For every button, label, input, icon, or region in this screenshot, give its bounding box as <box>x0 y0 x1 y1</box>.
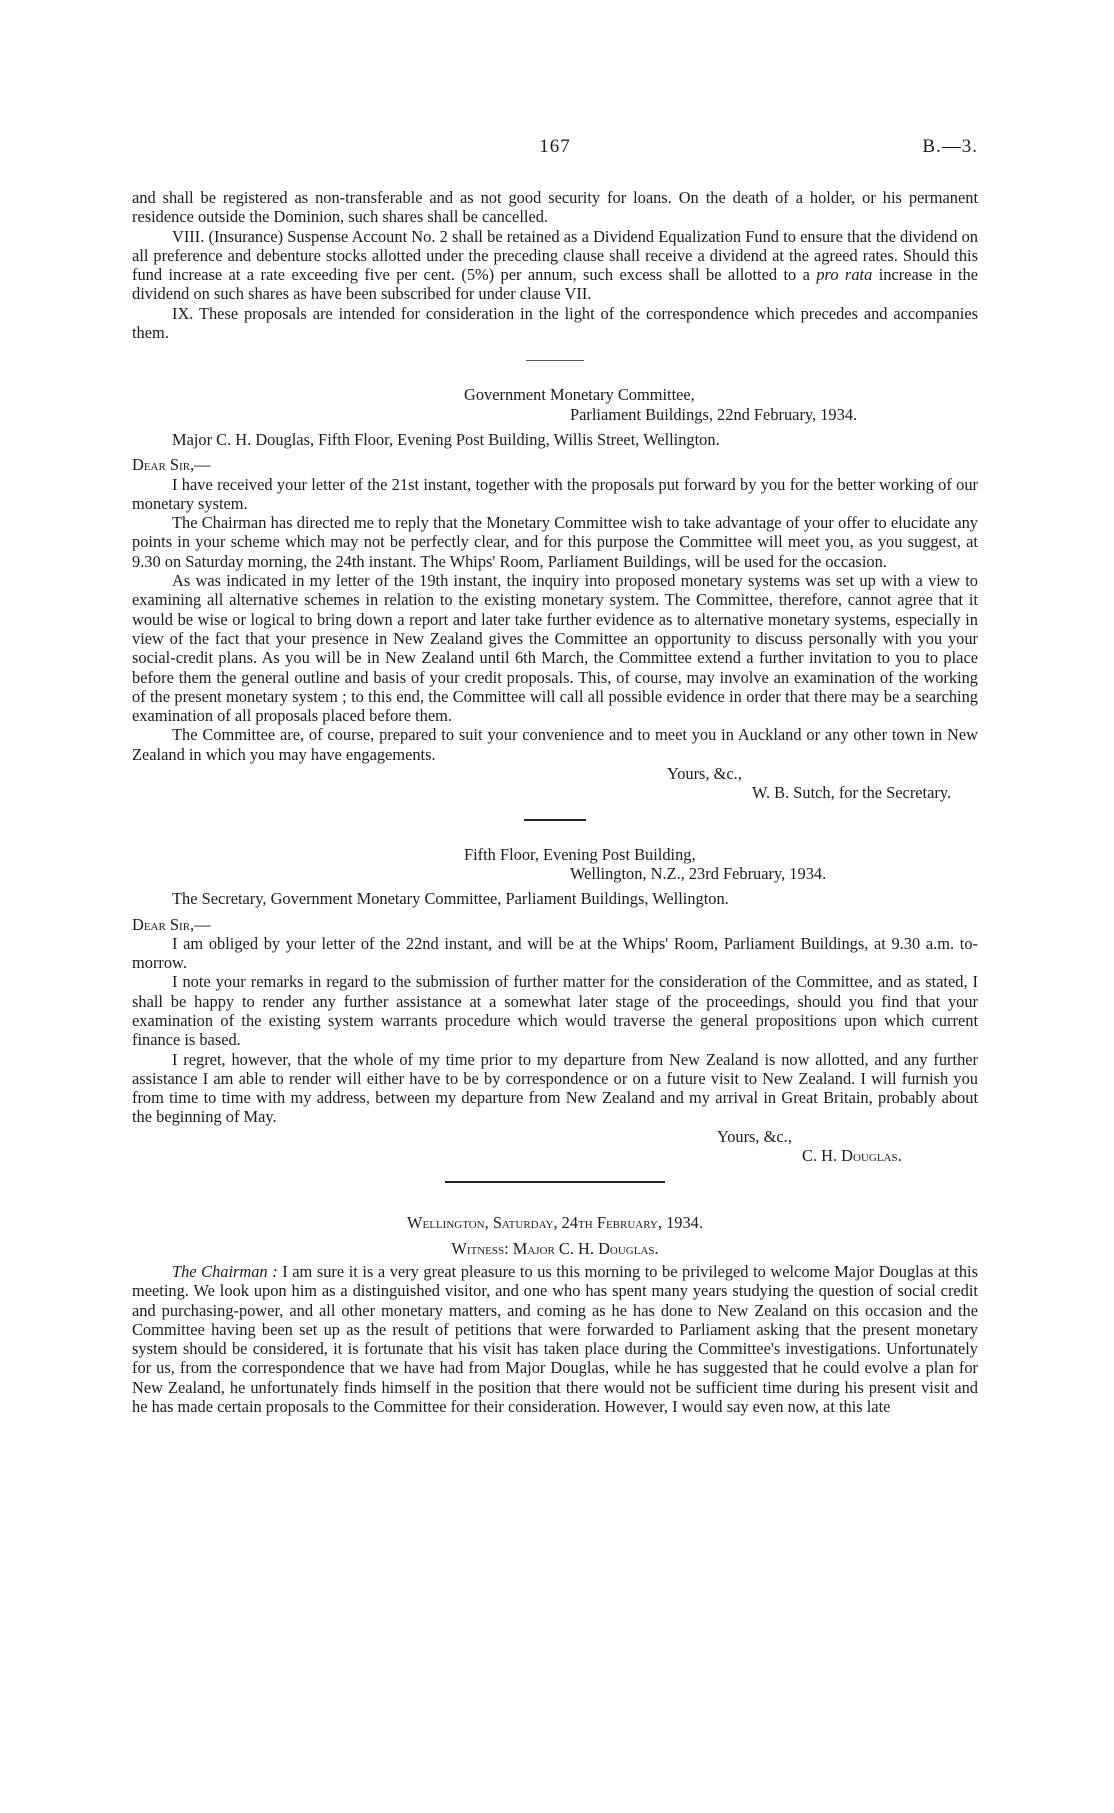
letter1-paragraph: The Chairman has directed me to reply that the Monetary Committee wish to take advantage of your offer to elucidate any points in your scheme which may not be perfectly clear, and for this purpose the Committee will meet you, as you suggest, at 9.30 on Saturday morning, the 24th instant. The Whips' Room, Parliament Buildings, will be used for the occasion. <box>132 513 978 571</box>
letter1-sender-line1: Government Monetary Committee, <box>464 385 695 405</box>
letter2-paragraph: I am obliged by your letter of the 22nd instant, and will be at the Whips' Room, Parliament Buildings, at 9.30 a.m. to-morrow. <box>132 933 978 973</box>
session-title: Wellington, Saturday, 24th February, 1934. <box>407 1213 703 1233</box>
section-divider <box>526 360 584 361</box>
letter2-paragraph: I regret, however, that the whole of my time prior to my departure from New Zealand is now allotted, and any further assistance I am able to render will either have to be by correspondence or on a future visit to New Zealand. I will furnish you from time to time with my address, between my departure from New Zealand and my arrival in Great Britain, probably about the beginning of May. <box>132 1049 978 1127</box>
letter2-sender-line2: Wellington, N.Z., 23rd February, 1934. <box>570 863 827 883</box>
letter2-salutation: Dear Sir,— <box>132 914 211 934</box>
section-divider <box>445 1181 665 1183</box>
letter-douglas-to-committee <box>132 845 978 1166</box>
page-header <box>132 136 978 162</box>
letter2-closing: Yours, &c., <box>717 1126 792 1146</box>
letter2-addressee: The Secretary, Government Monetary Committee, Parliament Buildings, Wellington. <box>172 889 729 909</box>
letter1-sender-line2: Parliament Buildings, 22nd February, 1934. <box>570 404 858 424</box>
letter1-paragraph: I have received your letter of the 21st instant, together with the proposals put forward by you for the better working of our monetary system. <box>132 474 978 513</box>
witness-line: Witness: Major C. H. Douglas. <box>451 1238 659 1258</box>
letter1-salutation: Dear Sir,— <box>132 455 211 475</box>
page-content <box>132 188 978 1416</box>
clause-viii-italic: pro rata <box>816 265 873 285</box>
letter1-paragraph: As was indicated in my letter of the 19th instant, the inquiry into proposed monetary systems was set up with a view to examining all alternative schemes in relation to the existing monetary system. The Committee, therefore, cannot agree that it would be wise or logical to bring down a report and later take further evidence as to alternative monetary systems, especially in view of the fact that your presence in New Zealand gives the Committee an opportunity to discuss personally with you your social-credit plans. As you will be in New Zealand until 6th March, the Committee extend a further invitation to you to place before them the general outline and basis of your credit proposals. This, of course, may involve an examination of the working of the present monetary system ; to this end, the Committee will call all possible evidence in order that there may be a searching examination of all proposals placed before them. <box>132 571 978 726</box>
letter1-addressee: Major C. H. Douglas, Fifth Floor, Evening Post Building, Willis Street, Wellington. <box>172 429 720 449</box>
session-record <box>132 1213 978 1416</box>
letter1-closing: Yours, &c., <box>667 764 742 784</box>
continued-paragraph: and shall be registered as non-transferable and as not good security for loans. On the death of a holder, or his permanent residence outside the Dominion, such shares shall be cancelled. <box>132 188 978 227</box>
speaker-label: The Chairman : <box>172 1261 278 1281</box>
clause-ix: IX. These proposals are intended for consideration in the light of the correspondence which precedes and accompanies them. <box>132 303 978 343</box>
letter1-signature: W. B. Sutch, for the Secretary. <box>752 783 952 803</box>
letter2-sender-line1: Fifth Floor, Evening Post Building, <box>464 844 696 864</box>
speech-text: I am sure it is a very great pleasure to us this morning to be privileged to welcome Major Douglas at this meeting. We look upon him as a distinguished visitor, and one who has spent many years studying the question of social credit and purchasing-power, and all other monetary matters, and coming as he has done to New Zealand on this occasion and the Committee having been set up as the result of petitions that were forwarded to Parliament asking that the present monetary system should be considered, it is fortunate that his visit has taken place during the Committee's investigations. Unfortunately for us, from the correspondence that we have had from Major Douglas, while he has suggested that he could evolve a plan for New Zealand, he unfortunately finds himself in the position that there would not be sufficient time during his present visit and he has made certain proposals to the Committee for their consideration. However, I would say even now, at this late <box>132 1261 978 1417</box>
document-reference: B.—3. <box>922 136 978 157</box>
letter2-signature: C. H. Douglas. <box>802 1146 902 1166</box>
clause-viii-text: VIII. (Insurance) Suspense Account No. 2 shall be retained as a Dividend Equalization Fund to ensure that the dividend on all preference and debenture stocks allotted under the preceding clause shall receive a dividend at the agreed rates. Should this fund increase at a rate exceeding five per cent. (5%) per annum, such excess shall be allotted to a <box>132 226 978 285</box>
chairman-speech <box>132 1262 978 1416</box>
clause-viii <box>132 227 978 304</box>
letter2-paragraph: I note your remarks in regard to the submission of further matter for the consideration of the Committee, and as stated, I shall be happy to render any further assistance at a somewhat later stage of the proceedings, should you find that your examination of the existing system warrants procedure which would traverse the general propositions upon which current finance is based. <box>132 972 978 1050</box>
letter1-paragraph: The Committee are, of course, prepared to suit your convenience and to meet you in Auckland or any other town in New Zealand in which you may have engagements. <box>132 725 978 764</box>
page-number: 167 <box>539 136 571 157</box>
section-divider <box>524 819 586 821</box>
letter-committee-to-douglas <box>132 385 978 802</box>
clause-viii-end: increase in the dividend on such shares as have been subscribed for under clause VII. <box>132 265 978 304</box>
